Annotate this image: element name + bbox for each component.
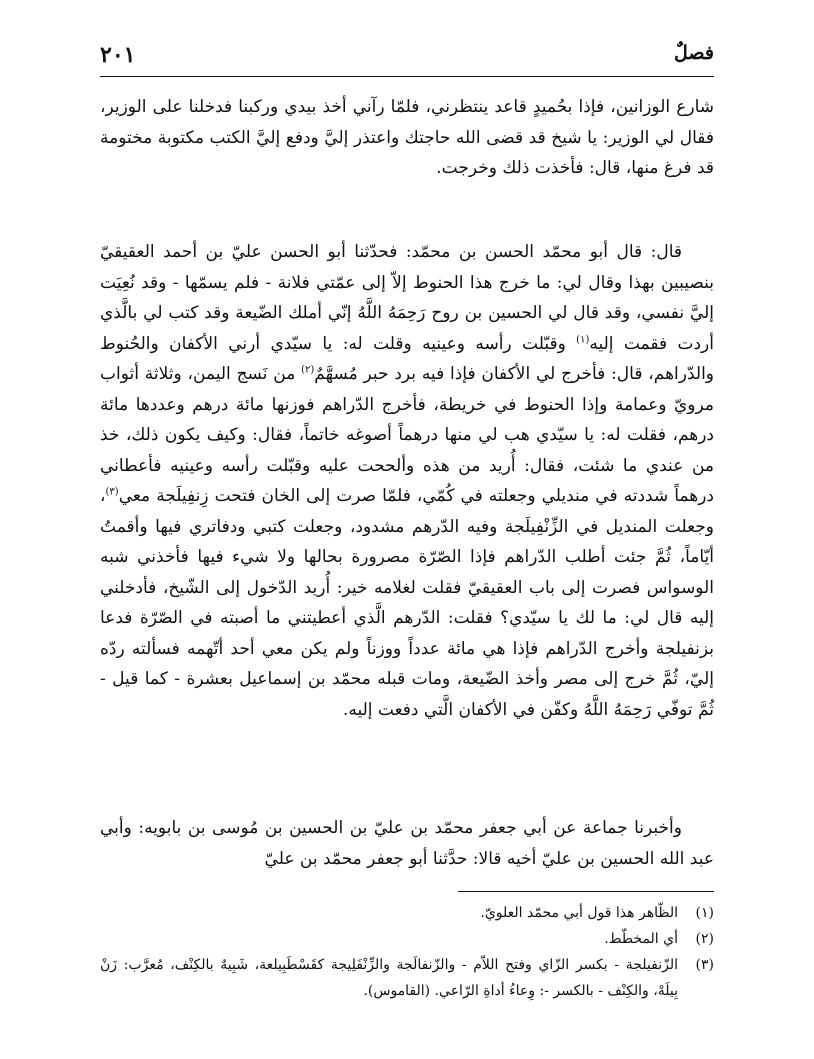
footnote-ref-1: (١) bbox=[576, 333, 590, 345]
footnote-1-number: (١) bbox=[695, 905, 714, 921]
footnote-2-text: أي المخطّط. bbox=[604, 931, 678, 947]
header-rule bbox=[100, 76, 714, 77]
footnote-2-number: (٢) bbox=[695, 931, 714, 947]
footnote-1-text: الظّاهر هذا قول أبي محمّد العلويّ. bbox=[480, 905, 678, 921]
paragraph-2-part-d: ، وجعلت المنديل في الزِّنْفِيلَجة وفيه الدّرهم مشدود، وجعلت كتبي ودفاتري فيها وأقمتُ أيّاماً، ثُمَّ جئت أطلب الدّراهم فإذا الصّرّة مصرورة بحالها ولا شيء فيها فأخذني شبه الوسواس فصرت إلى باب العقيقيّ فقلت لغلامه خير: أُريد الدّخول إلى الشّيخ، فأدخلني إليه قال لي: ما لك يا سيّدي؟ فقلت: الدّرهم الَّذي أعطيتني ما أصبته في الصّرّة فدعا بزنفيلجة وأخرج الدّراهم فإذا هي مائة عدداً ووزناً ولم يكن معي أحد أتّهمه فسألته ردّه إليّ، ثُمَّ خرج إلى مصر وأخذ الضّيعة، ومات قبله محمّد بن إسماعيل بعشرة - كما قيل - ثُمَّ توفّي رَحِمَهُ اللَّهُ وكفّن في الأكفان الَّتي دفعت إليه. bbox=[100, 486, 714, 720]
footnote-3 bbox=[100, 952, 714, 1004]
footnote-ref-2: (٢) bbox=[301, 364, 315, 376]
paragraph-2-text bbox=[100, 237, 714, 725]
paragraph-2 bbox=[100, 237, 714, 725]
page-header bbox=[100, 42, 714, 72]
paragraph-1-text: شارع الوزانين، فإذا بحُميدٍ قاعد ينتظرني، فلمّا رآني أخذ بيدي وركبنا فدخلنا على الوزير، فقال لي الوزير: يا شيخ قد قضى الله حاجتك واعتذر إليَّ ودفع إليَّ الكتب مكتوبة مختومة قد فرغ منها، قال: فأخذت ذلك وخرجت. bbox=[100, 97, 714, 178]
paragraph-1 bbox=[100, 92, 714, 184]
paragraph-2-part-c: من نَسج اليمن، وثلاثة أثواب مرويّ وعمامة وإذا الحنوط في خريطة، فأخرج الدّراهم فوزنها مائة درهم وعددها مائة درهم، فقلت له: يا سيّدي هب لي منها درهماً أصوغه خاتماً، فقال: وكيف يكون ذلك، خذ من عندي ما شئت، فقال: أُريد من هذه وألححت عليه وقبّلت رأسه وعينيه فأعطاني درهماً شددته في منديلي وجعلته في كُمّي، فلمّا صرت إلى الخان فتحت زِنفِيلَجة معي bbox=[100, 364, 714, 506]
page-number: ٢٠١ bbox=[100, 42, 136, 68]
footnote-rule bbox=[458, 891, 714, 892]
footnote-1 bbox=[100, 900, 714, 926]
paragraph-3-text: وأخبرنا جماعة عن أبي جعفر محمّد بن عليّ بن الحسين بن مُوسى بن بابويه: وأبي عبد الله الحسين بن عليّ أخيه قالا: حدَّثنا أبو جعفر محمّد بن عليّ bbox=[100, 818, 714, 869]
paragraph-3 bbox=[100, 813, 714, 874]
paragraph-2-part-b: وقبّلت رأسه وعينيه وقلت له: يا سيّدي أرني الأكفان والحُنوط والدّراهم، قال: فأخرج لي الأكفان فإذا فيه برد حبر مُسهَّمٌ bbox=[100, 333, 715, 384]
footnotes bbox=[100, 900, 714, 1004]
footnote-ref-3: (٣) bbox=[105, 486, 119, 498]
footnote-3-number: (٣) bbox=[695, 957, 714, 973]
footnote-2 bbox=[100, 926, 714, 952]
footnote-3-text: الزّنفيلجة - بكسر الزّاي وفتح اللاّم - والزّنفالَجة والزِّنْفَلِيجة كقَسْطَبِيلعة، شَبِيهٌ بالكِنْف، مُعرَّب: زَنْ بِيلَهْ، والكِنْف - بالكسر -: وِعاءُ أداةِ الرّاعي. (القاموس). bbox=[100, 957, 678, 999]
paragraph-2-part-a: قال: قال أبو محمّد الحسن بن محمّد: فحدّثنا أبو الحسن عليّ بن أحمد العقيقيّ بنصيبين بهذا وقال لي: ما خرج هذا الحنوط إلاّ إلى عمّتي فلانة - فلم يسمّها - وقد نُعِيَت إليَّ نفسي، وقد قال لي الحسين بن روح رَحِمَهُ اللَّهُ إنّي أملك الضّيعة وقد كتب لي بالَّذي أردت فقمت إليه bbox=[100, 242, 714, 354]
chapter-title: فصلٌ bbox=[674, 42, 714, 64]
